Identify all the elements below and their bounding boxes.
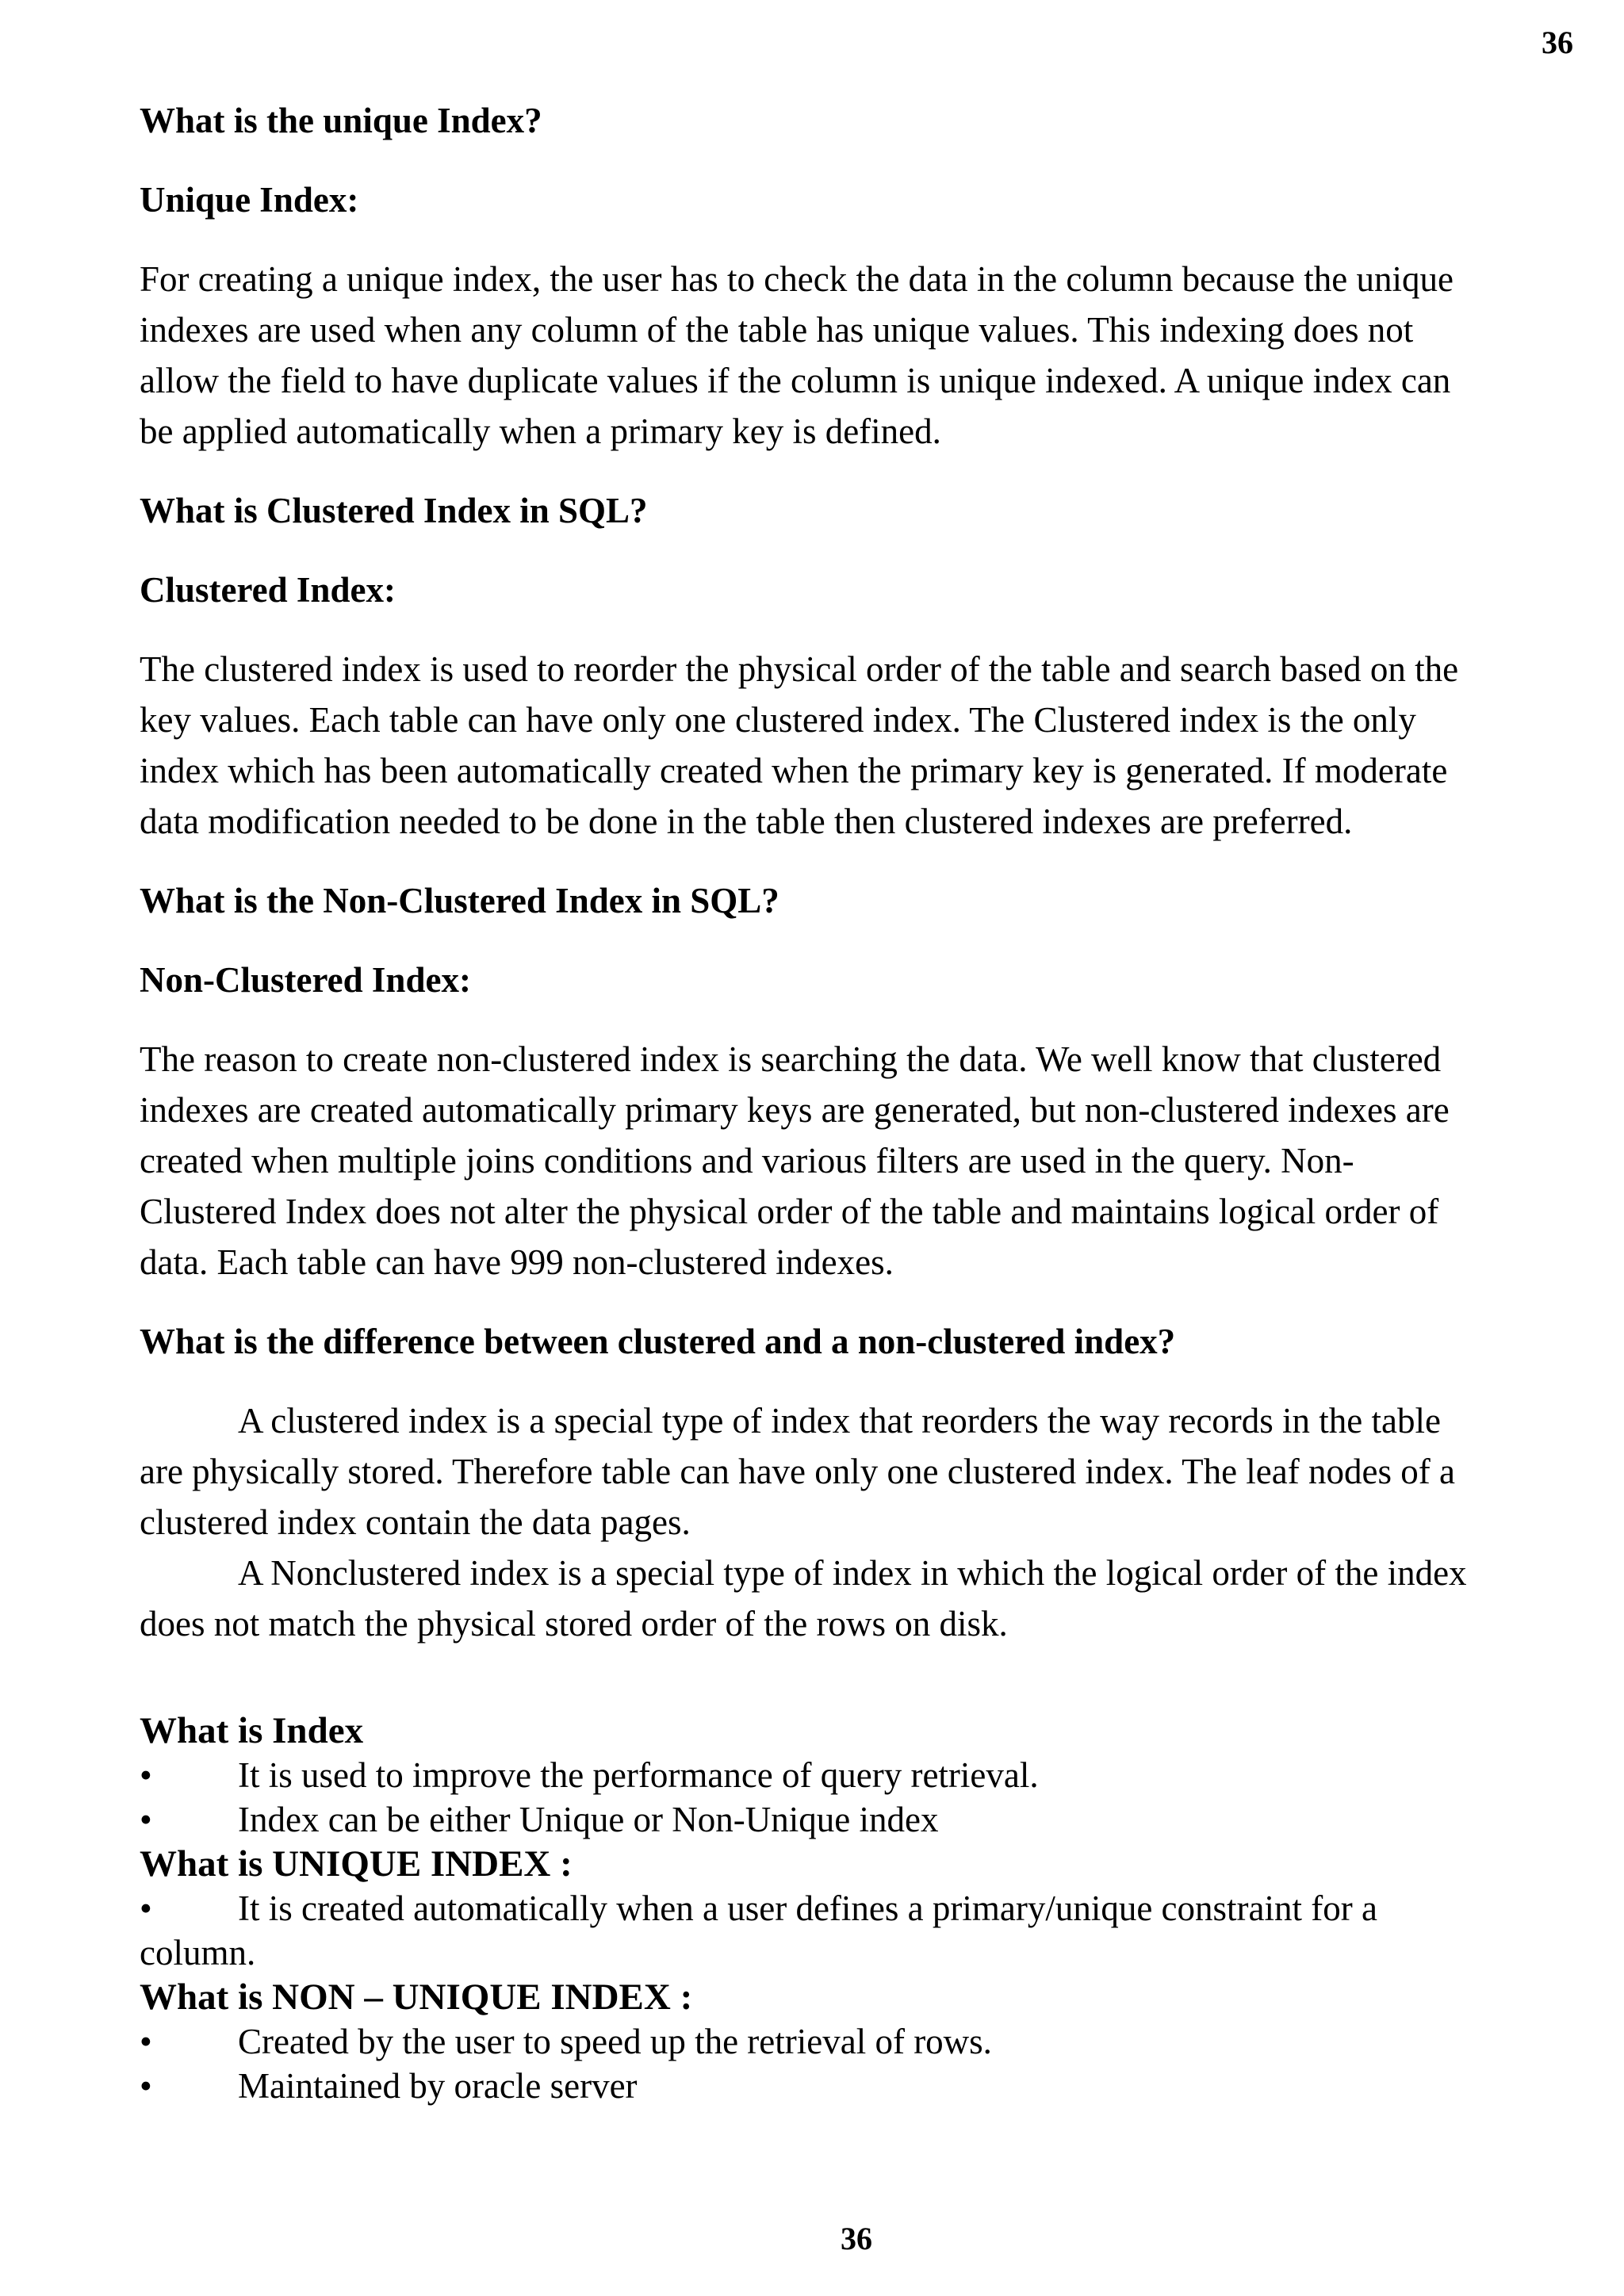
question-unique-index: What is the unique Index?	[140, 101, 542, 140]
question-clustered-index: What is Clustered Index in SQL?	[140, 491, 648, 530]
paragraph-line: A clustered index is a special type of index that reorders the way records in the table	[238, 1401, 1441, 1441]
paragraph-line: indexes are used when any column of the table has unique values. This indexing does not	[140, 310, 1414, 350]
heading-clustered-index: Clustered Index:	[140, 570, 396, 610]
bullet-icon: •	[140, 1888, 152, 1928]
paragraph-line: Clustered Index does not alter the physical order of the table and maintains logical order of	[140, 1192, 1439, 1231]
main-content	[140, 95, 1567, 1678]
list-item-text: Created by the user to speed up the retrieval of rows.	[238, 2022, 992, 2061]
heading-nonclustered-index: Non-Clustered Index:	[140, 960, 471, 1000]
bullet-icon: •	[140, 1755, 152, 1795]
paragraph-line: be applied automatically when a primary key is defined.	[140, 411, 941, 451]
paragraph-line: indexes are created automatically primary keys are generated, but non-clustered indexes are	[140, 1090, 1450, 1130]
bullet-icon: •	[140, 2022, 152, 2061]
bullet-icon: •	[140, 2066, 152, 2106]
bullet-icon: •	[140, 1800, 152, 1839]
paragraph-difference-clustered	[140, 1395, 1567, 1548]
list-item	[140, 1886, 1567, 1931]
list-item	[140, 2019, 1567, 2064]
paragraph-line: key values. Each table can have only one clustered index. The Clustered index is the only	[140, 700, 1416, 740]
paragraph-line: data. Each table can have 999 non-clustered indexes.	[140, 1242, 894, 1282]
paragraph-line: allow the field to have duplicate values if the column is unique indexed. A unique index can	[140, 361, 1451, 400]
heading-what-is-index: What is Index	[140, 1710, 364, 1751]
paragraph-line: are physically stored. Therefore table can have only one clustered index. The leaf nodes of a	[140, 1452, 1455, 1491]
list-item-text: Maintained by oracle server	[238, 2066, 638, 2106]
paragraph-difference-nonclustered	[140, 1548, 1567, 1649]
paragraph-line: A Nonclustered index is a special type of index in which the logical order of the index	[238, 1553, 1467, 1593]
paragraph-clustered-index	[140, 644, 1567, 847]
list-item	[140, 1797, 1567, 1842]
paragraph-line: data modification needed to be done in the table then clustered indexes are preferred.	[140, 802, 1353, 841]
paragraph-line: The reason to create non-clustered index is searching the data. We well know that clustered	[140, 1039, 1442, 1079]
list-item	[140, 2064, 1567, 2108]
paragraph-nonclustered-index	[140, 1034, 1567, 1288]
paragraph-unique-index	[140, 254, 1567, 457]
paragraph-line: created when multiple joins conditions and various filters are used in the query. Non-	[140, 1141, 1354, 1181]
paragraph-line: For creating a unique index, the user has to check the data in the column because the unique	[140, 259, 1454, 299]
question-difference: What is the difference between clustered and a non-clustered index?	[140, 1322, 1176, 1361]
heading-nonunique-index-summary: What is NON – UNIQUE INDEX :	[140, 1976, 693, 2018]
paragraph-line: The clustered index is used to reorder the physical order of the table and search based on the	[140, 649, 1459, 689]
list-item	[140, 1753, 1567, 1797]
list-item-continuation: column.	[140, 1933, 256, 1973]
paragraph-line: index which has been automatically created when the primary key is generated. If moderate	[140, 751, 1448, 790]
summary-section	[140, 1709, 1567, 2108]
list-item-text: It is used to improve the performance of query retrieval.	[238, 1755, 1039, 1795]
heading-unique-index: Unique Index:	[140, 180, 359, 220]
question-nonclustered-index: What is the Non-Clustered Index in SQL?	[140, 881, 779, 920]
page-number-top: 36	[1542, 25, 1573, 60]
list-item-text: Index can be either Unique or Non-Unique index	[238, 1800, 939, 1839]
page-number-bottom: 36	[841, 2221, 872, 2256]
heading-unique-index-summary: What is UNIQUE INDEX :	[140, 1843, 573, 1885]
list-item-text: It is created automatically when a user defines a primary/unique constraint for a	[238, 1888, 1377, 1928]
paragraph-line: clustered index contain the data pages.	[140, 1502, 691, 1542]
paragraph-line: does not match the physical stored order of the rows on disk.	[140, 1604, 1008, 1644]
